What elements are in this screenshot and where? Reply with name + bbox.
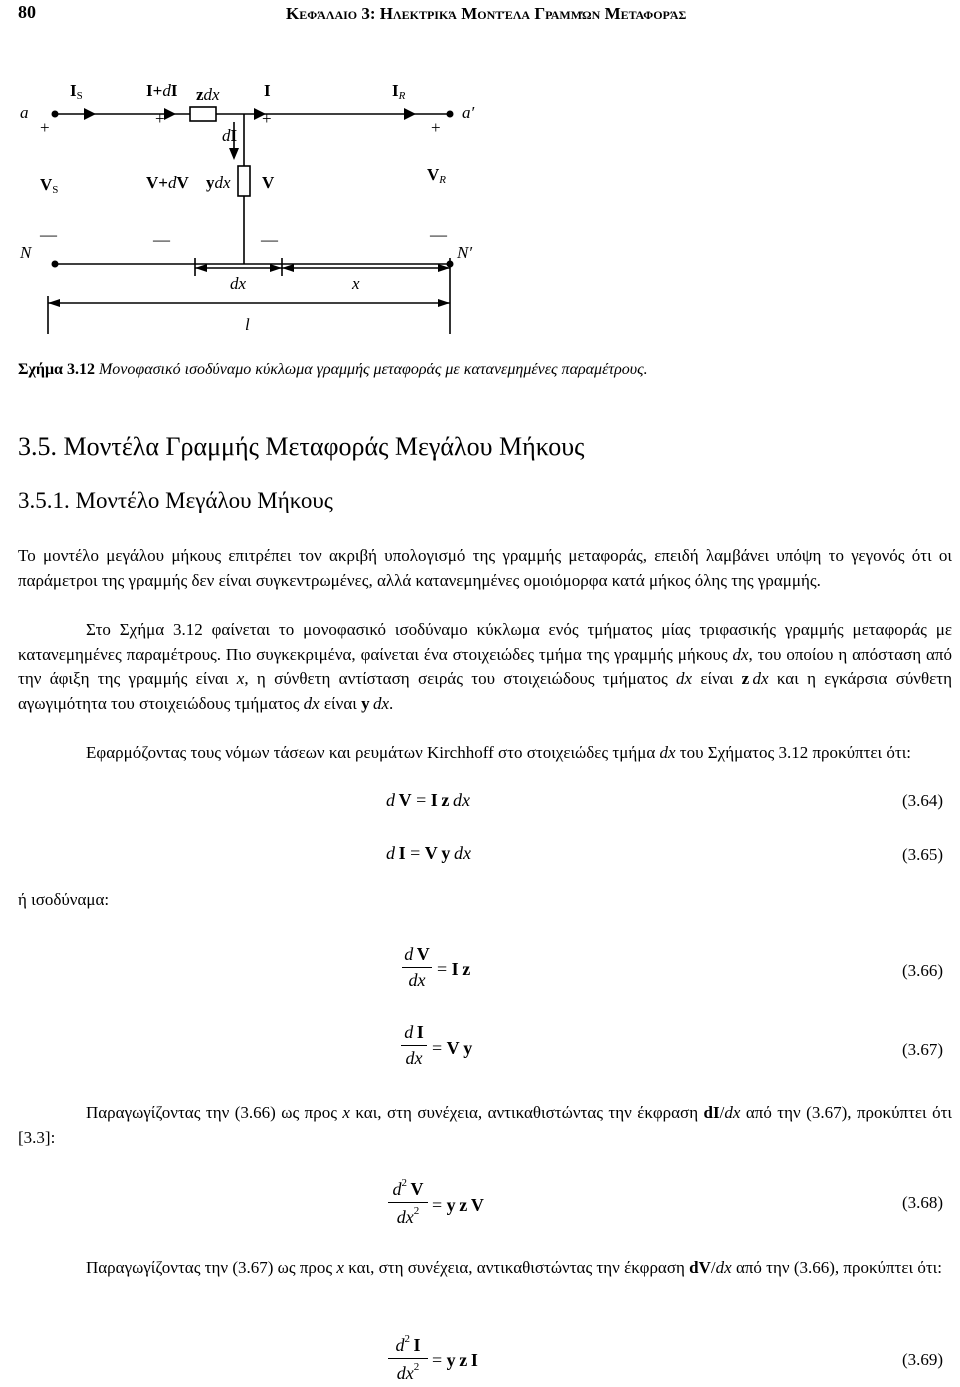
math-dx: dx <box>724 1103 741 1122</box>
label-current-IR: IR <box>392 81 406 102</box>
math-dx: dx <box>659 743 676 762</box>
label-current-I-plus-dI: I+dI <box>146 81 178 100</box>
paragraph-3-text: Εφαρμόζοντας τους νόμων τάσεων και ρευμάτων Kirchhoff στο στοιχειώδες τμήμα <box>86 743 660 762</box>
page-number: 80 <box>18 2 36 22</box>
equivalently-text: ή ισοδύναμα: <box>18 890 110 909</box>
label-current-IS: IS <box>70 81 83 102</box>
equation-number: (3.68) <box>902 1193 944 1212</box>
figure-caption-text: Μονοφασικό ισοδύναμο κύκλωμα γραμμής μεταφοράς με κατανεμημένες παραμέτρους. <box>98 361 648 378</box>
minus-sign: — <box>40 225 57 244</box>
plus-sign: + <box>40 118 50 137</box>
label-node-a: a <box>20 103 29 122</box>
math-y: y <box>361 693 370 713</box>
equation-3-67-rhs: = V y <box>432 1038 473 1058</box>
equation-3-69-rhs: = y z I <box>432 1350 478 1370</box>
paragraph-4-text: από την (3.67), προκύπτει ότι [3.3]: <box>18 1103 952 1147</box>
paragraph-2-text: είναι <box>692 669 742 689</box>
math-dx: dx <box>715 1258 732 1277</box>
equation-3-68-rhs: = y z V <box>432 1195 484 1215</box>
terminal-a-prime <box>447 111 454 118</box>
paragraph-3-text: του Σχήματος 3.12 προκύπτει ότι: <box>675 743 911 762</box>
paragraph-4-text: και, στη συνέχεια, αντικαθιστώντας την έκφραση <box>349 1103 704 1122</box>
math-dx: dx <box>303 693 320 713</box>
chapter-title: Κεφάλαιο 3: Ηλεκτρικά Μοντέλα Γραμμών Μεταφοράς <box>286 4 687 23</box>
label-dI: dI <box>222 126 238 145</box>
label-dim-dx: dx <box>230 274 247 293</box>
paragraph-4-text: Παραγωγίζοντας την (3.66) ως προς <box>86 1103 343 1122</box>
paragraph-2-text: , η σύνθετη αντίσταση σειράς του στοιχειώδους τμήματος <box>244 669 677 689</box>
minus-sign: — <box>430 225 447 244</box>
equation-3-67-fraction: d I dx <box>401 1022 427 1069</box>
plus-sign: + <box>262 109 272 128</box>
current-IR-arrow <box>404 108 416 120</box>
equation-3-64: d V = I z dx <box>386 790 470 810</box>
math-dx: dx <box>732 644 749 664</box>
label-voltage-V: V <box>262 173 275 192</box>
label-impedance-zdx: zdx <box>196 85 220 104</box>
equation-3-68-fraction: $d^2$ V $dx^2$ <box>388 1177 428 1228</box>
math-slash: / <box>719 1103 725 1122</box>
subsection-heading: 3.5.1. Μοντέλο Μεγάλου Μήκους <box>18 488 333 513</box>
equation-3-69-fraction: $d^2$ I $dx^2$ <box>388 1333 428 1384</box>
math-x: x <box>236 669 245 689</box>
minus-sign: — <box>261 230 278 249</box>
paragraph-1-text: Το μοντέλο μεγάλου μήκους επιτρέπει τον ακριβή υπολογισμό της γραμμής μεταφοράς, επειδή λαμβάνει υπόψη το γεγονός ότι οι παράμετροι της γραμμής δεν είναι συγκεντρωμένες, αλλά κατανεμημένες ομοιόμορφα κατά μήκος όλης της γραμμής. <box>18 546 952 590</box>
math-I: I <box>713 1103 720 1122</box>
math-x: x <box>342 1103 350 1122</box>
label-dim-x: x <box>352 274 360 293</box>
paragraph-2 <box>18 618 952 716</box>
terminal-N-prime <box>447 261 454 268</box>
math-d: d <box>703 1103 714 1122</box>
paragraph-2-text: είναι <box>319 693 362 713</box>
paragraph-2-text: Στο Σχήμα 3.12 φαίνεται το μονοφασικό ισοδύναμο κύκλωμα ενός τμήματος μίας τριφασικής γραμμής μεταφοράς με κατανεμημένες παραμέτρους. Πιο συγκεκριμένα, φαίνεται ένα στοιχειώδες τμήμα της γραμμής μήκους <box>18 620 952 664</box>
dim-arrow-l-right <box>438 299 450 307</box>
dim-arrow-dx-right <box>270 264 282 272</box>
terminal-N <box>52 261 59 268</box>
current-I-plus-dI-arrow <box>164 108 176 120</box>
current-IS-arrow <box>84 108 96 120</box>
plus-sign: + <box>431 118 441 137</box>
figure-caption <box>18 361 648 379</box>
equation-number: (3.65) <box>902 845 944 864</box>
math-dx: dx <box>372 693 390 713</box>
label-voltage-VR: VR <box>427 165 447 186</box>
equation-3-66-fraction: d V dx <box>402 944 432 991</box>
equation-3-65: d I = V y dx <box>386 843 471 863</box>
circuit-diagram <box>0 70 960 350</box>
dim-arrow-x-left <box>282 264 294 272</box>
label-node-N-prime: N′ <box>457 243 473 262</box>
paragraph-2-text: . <box>389 693 394 713</box>
dim-arrow-l-left <box>48 299 60 307</box>
equation-number: (3.64) <box>902 791 944 810</box>
shunt-admittance <box>238 166 250 196</box>
label-voltage-VS: VS <box>40 175 59 196</box>
equation-number: (3.67) <box>902 1040 944 1059</box>
dI-arrow-head <box>229 148 239 160</box>
paragraph-5-text: Παραγωγίζοντας την (3.67) ως προς <box>86 1258 337 1277</box>
math-V: V <box>698 1258 711 1277</box>
paragraph-5-text: και, στη συνέχεια, αντικαθιστώντας την έκφραση <box>343 1258 690 1277</box>
math-d: d <box>689 1258 699 1277</box>
label-current-I: I <box>264 81 271 100</box>
math-dx: dx <box>752 669 769 689</box>
label-admittance-ydx: ydx <box>206 173 231 192</box>
page-header <box>18 2 942 32</box>
math-z: z <box>741 669 750 689</box>
paragraph-2-text: και η εγκάρσια σύνθετη αγωγιμότητα του στοιχειώδους τμήματος <box>18 669 952 713</box>
paragraph-5 <box>18 1256 952 1281</box>
paragraph-4 <box>18 1101 952 1150</box>
section-heading: 3.5. Μοντέλα Γραμμής Μεταφοράς Μεγάλου Μήκους <box>18 432 585 461</box>
plus-sign: + <box>155 109 165 128</box>
paragraph-2-text: , του οποίου η απόσταση από την άφιξη της γραμμής είναι <box>18 644 952 689</box>
minus-sign: — <box>153 230 170 249</box>
label-dim-l: l <box>245 315 250 334</box>
paragraph-5-text: από την (3.66), προκύπτει ότι: <box>731 1258 942 1277</box>
dim-arrow-dx-left <box>195 264 207 272</box>
math-slash: / <box>710 1258 716 1277</box>
equation-number: (3.69) <box>902 1350 944 1369</box>
equation-3-66-rhs: = I z <box>437 959 471 979</box>
terminal-a <box>52 111 59 118</box>
label-node-a-prime: a′ <box>462 103 475 122</box>
paragraph-1 <box>18 544 952 593</box>
paragraph-3 <box>18 741 952 766</box>
label-node-N: N <box>20 243 32 262</box>
series-impedance <box>190 107 216 121</box>
label-voltage-V-plus-dV: V+dV <box>146 173 189 192</box>
equation-number: (3.66) <box>902 961 944 980</box>
math-x: x <box>336 1258 344 1277</box>
math-dx: dx <box>676 669 693 689</box>
figure-caption-label: Σχήμα 3.12 <box>18 361 95 378</box>
